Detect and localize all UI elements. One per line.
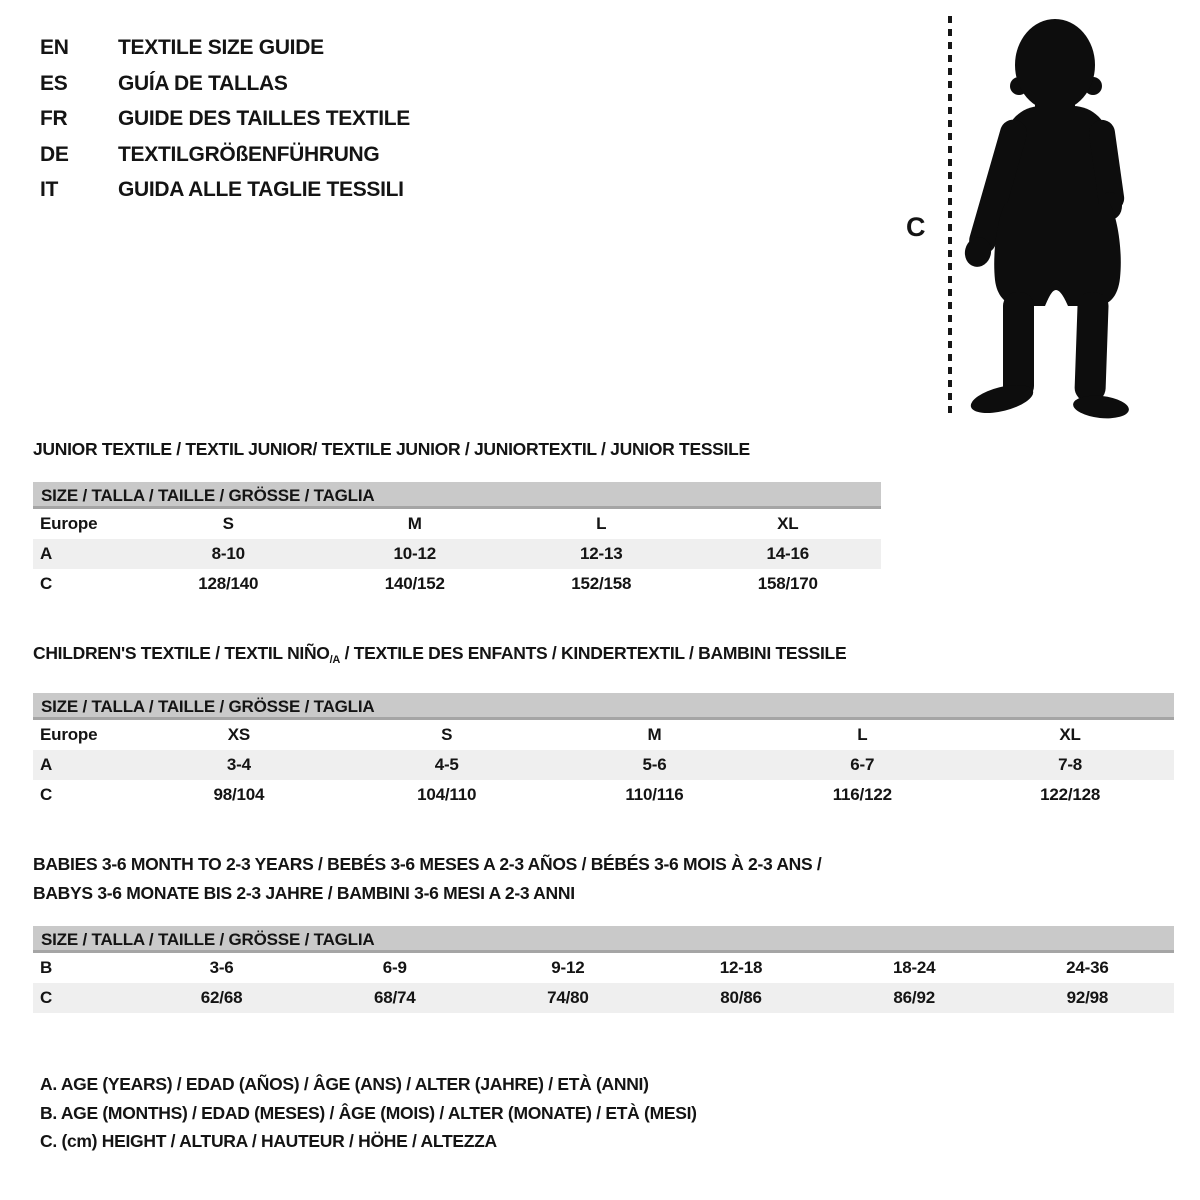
size-cell: 92/98 bbox=[1066, 988, 1109, 1007]
size-cell: 8-10 bbox=[211, 544, 245, 563]
size-cell: 128/140 bbox=[198, 574, 259, 593]
size-cell: XL bbox=[1059, 725, 1081, 744]
size-table bbox=[33, 953, 1174, 1013]
table-row bbox=[33, 569, 881, 599]
size-cell: 98/104 bbox=[213, 785, 265, 804]
size-cell: S bbox=[441, 725, 453, 744]
size-header-bar: SIZE / TALLA / TAILLE / GRÖSSE / TAGLIA bbox=[33, 926, 1174, 953]
size-cell: 9-12 bbox=[551, 958, 585, 977]
language-label: GUIDA ALLE TAGLIE TESSILI bbox=[118, 178, 404, 202]
section-title bbox=[33, 639, 1174, 675]
toddler-silhouette-icon bbox=[963, 14, 1135, 422]
language-row bbox=[40, 101, 410, 137]
size-header-bar: SIZE / TALLA / TAILLE / GRÖSSE / TAGLIA bbox=[33, 693, 1174, 720]
size-cell: 62/68 bbox=[200, 988, 243, 1007]
section-title-line bbox=[33, 850, 1174, 879]
size-cell: L bbox=[596, 514, 607, 533]
row-label: B bbox=[40, 958, 53, 977]
size-cell: 104/110 bbox=[417, 785, 477, 804]
language-label: GUIDE DES TAILLES TEXTILE bbox=[118, 107, 410, 131]
row-label: Europe bbox=[40, 725, 98, 744]
sections bbox=[33, 435, 1174, 1053]
legend bbox=[40, 1070, 697, 1156]
size-cell: XS bbox=[227, 725, 251, 744]
title-segment: / TEXTILE DES ENFANTS / KINDERTEXTIL / BAMBINI TESSILE bbox=[340, 643, 847, 663]
row-label: A bbox=[40, 755, 53, 774]
size-cell: 6-7 bbox=[850, 755, 875, 774]
size-cell: S bbox=[222, 514, 234, 533]
table-row bbox=[33, 750, 1174, 780]
row-label: C bbox=[40, 988, 53, 1007]
section-title-line bbox=[33, 639, 1174, 675]
table-row bbox=[33, 539, 881, 569]
size-cell: L bbox=[857, 725, 868, 744]
size-cell: 7-8 bbox=[1058, 755, 1083, 774]
size-section-babies bbox=[33, 850, 1174, 1013]
size-cell: 80/86 bbox=[720, 988, 762, 1007]
size-cell: M bbox=[647, 725, 662, 744]
section-title bbox=[33, 435, 1174, 464]
size-cell: 110/116 bbox=[625, 785, 684, 804]
title-segment: CHILDREN'S TEXTILE / TEXTIL NIÑO bbox=[33, 643, 330, 663]
row-label: C bbox=[40, 574, 53, 593]
language-code: IT bbox=[40, 178, 59, 202]
size-cell: 4-5 bbox=[434, 755, 459, 774]
section-title-line bbox=[33, 435, 1174, 464]
row-label: C bbox=[40, 785, 53, 804]
size-cell: 74/80 bbox=[547, 988, 589, 1007]
size-cell: 10-12 bbox=[393, 544, 436, 563]
language-row bbox=[40, 30, 410, 66]
title-segment: JUNIOR TEXTILE / TEXTIL JUNIOR/ TEXTILE JUNIOR / JUNIORTEXTIL / JUNIOR TESSILE bbox=[33, 439, 750, 459]
size-cell: 158/170 bbox=[757, 574, 818, 593]
legend-line-a: A. AGE (YEARS) / EDAD (AÑOS) / ÂGE (ANS) / ALTER (JAHRE) / ETÀ (ANNI) bbox=[40, 1074, 649, 1094]
legend-line-c: C. (cm) HEIGHT / ALTURA / HAUTEUR / HÖHE / ALTEZZA bbox=[40, 1131, 497, 1151]
size-cell: 152/158 bbox=[571, 574, 632, 593]
language-code: EN bbox=[40, 36, 69, 59]
language-row bbox=[40, 172, 410, 208]
size-section-children bbox=[33, 639, 1174, 810]
title-segment: BABYS 3-6 MONATE BIS 2-3 JAHRE / BAMBINI 3-6 MESI A 2-3 ANNI bbox=[33, 883, 575, 903]
size-cell: 6-9 bbox=[382, 958, 407, 977]
size-table bbox=[33, 509, 881, 599]
size-cell: 116/122 bbox=[832, 785, 892, 804]
size-cell: 24-36 bbox=[1066, 958, 1109, 977]
size-cell: 14-16 bbox=[766, 544, 809, 563]
row-label: A bbox=[40, 544, 53, 563]
size-cell: 86/92 bbox=[893, 988, 935, 1007]
title-segment: BABIES 3-6 MONTH TO 2-3 YEARS / BEBÉS 3-6 MESES A 2-3 AÑOS / BÉBÉS 3-6 MOIS À 2-3 ANS / bbox=[33, 854, 822, 874]
table-row bbox=[33, 509, 881, 539]
size-cell: 12-13 bbox=[580, 544, 623, 563]
language-label: TEXTILGRÖßENFÜHRUNG bbox=[118, 142, 380, 166]
table-row bbox=[33, 983, 1174, 1013]
language-code: DE bbox=[40, 142, 69, 166]
language-code: ES bbox=[40, 71, 68, 95]
table-row bbox=[33, 953, 1174, 983]
size-table bbox=[33, 720, 1174, 810]
size-cell: 12-18 bbox=[719, 958, 763, 977]
size-header-bar: SIZE / TALLA / TAILLE / GRÖSSE / TAGLIA bbox=[33, 482, 881, 509]
title-segment: /A bbox=[329, 654, 341, 666]
size-cell: 68/74 bbox=[373, 988, 416, 1007]
language-label: GUÍA DE TALLAS bbox=[118, 71, 288, 95]
size-cell: 3-4 bbox=[226, 755, 251, 774]
size-cell: 18-24 bbox=[892, 958, 936, 977]
table-row bbox=[33, 720, 1174, 750]
legend-line-b: B. AGE (MONTHS) / EDAD (MESES) / ÂGE (MOIS) / ALTER (MONATE) / ETÀ (MESI) bbox=[40, 1102, 697, 1123]
size-cell: 5-6 bbox=[642, 755, 667, 774]
size-cell: 3-6 bbox=[209, 958, 234, 977]
height-measure-label: C bbox=[906, 212, 926, 242]
language-row bbox=[40, 66, 410, 102]
language-label: TEXTILE SIZE GUIDE bbox=[118, 36, 324, 59]
language-row bbox=[40, 137, 410, 173]
size-cell: 140/152 bbox=[384, 574, 445, 593]
size-cell: XL bbox=[777, 514, 799, 533]
language-list bbox=[40, 30, 410, 208]
section-title bbox=[33, 850, 1174, 908]
language-code: FR bbox=[40, 107, 68, 131]
table-row bbox=[33, 780, 1174, 810]
size-section-junior bbox=[33, 435, 1174, 599]
height-dashed-line bbox=[948, 16, 952, 416]
section-title-line bbox=[33, 879, 1174, 908]
row-label: Europe bbox=[40, 514, 98, 533]
size-cell: M bbox=[407, 514, 422, 533]
size-cell: 122/128 bbox=[1040, 785, 1101, 804]
